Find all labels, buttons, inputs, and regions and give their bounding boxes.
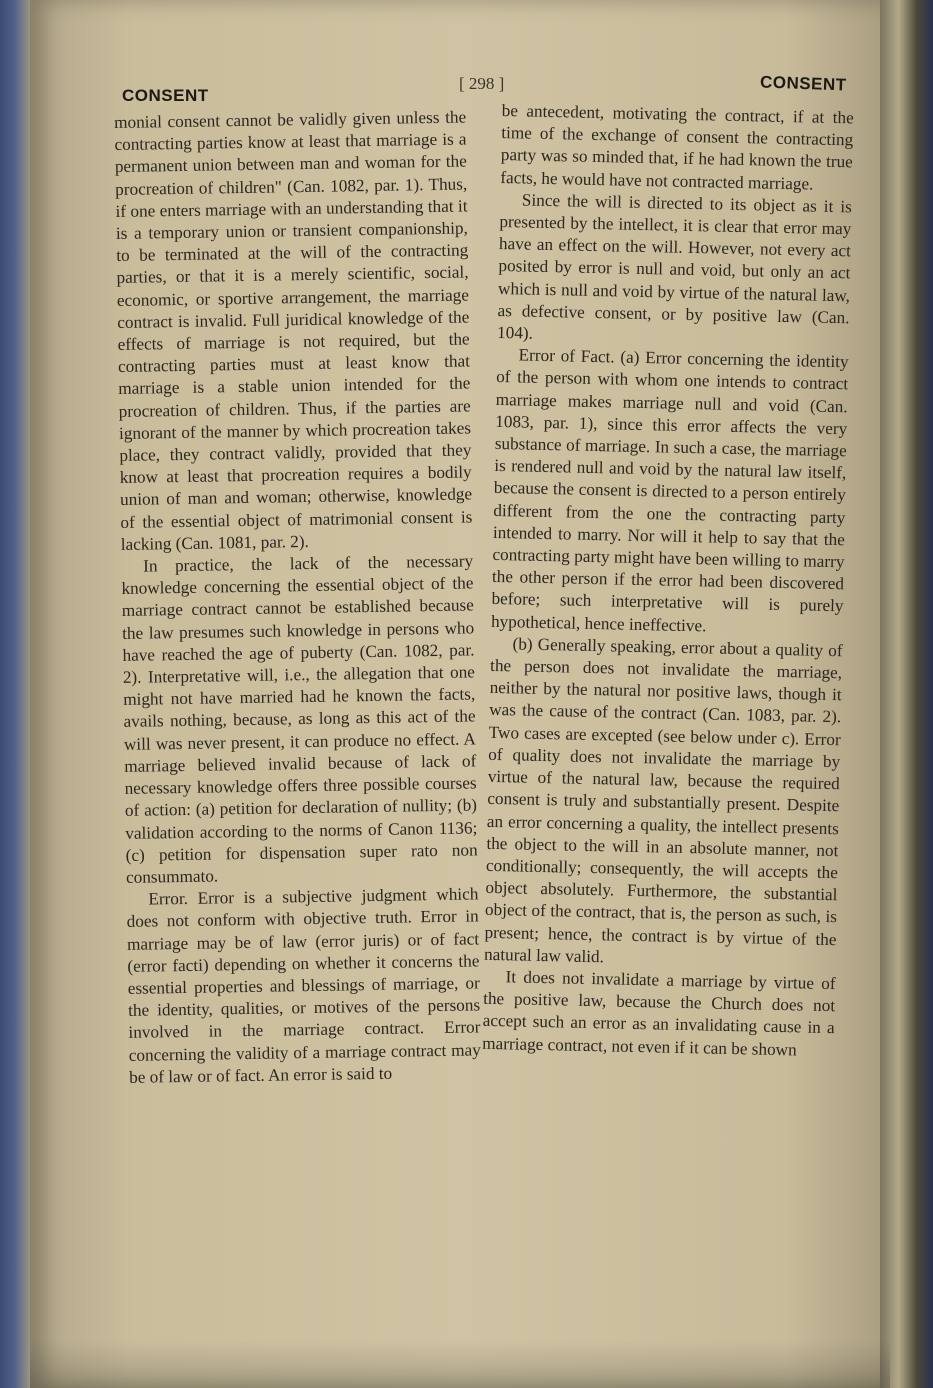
page-bottom-shadow xyxy=(30,1340,890,1388)
left-text-column xyxy=(114,106,481,1088)
paragraph: Error. Error is a subjective judgment which does not conform with objective truth. Error in marriage may be of law (error juris) or of fact (error facti) depending on whether it concerns the essential properties and blessings of marriage, or the identity, qualities, or motives of the persons involved in the marriage contract. Error concerning the validity of a marriage contract may be of law or of fact. An error is said to xyxy=(126,884,481,1087)
paragraph: monial consent cannot be validly given unless the contracting parties know at least that marriage is a permanent union between man and woman for the procreation of children" (Can. 1082, par. 1). Thus, if one enters marriage with an understanding that it is a temporary union or transient companionship, to be terminated at the will of the contracting parties, or that it is a merely scientific, social, economic, or sportive arrangement, the marriage contract is invalid. Full juridical knowledge of the effects of marriage is not required, but the contracting parties must at least know that marriage is a stable union intended for the procreation of children. Thus, if the parties are ignorant of the manner by which procreation takes place, they contract validly, provided that they know at least that procreation requires a bodily union of man and woman; otherwise, knowledge of the essential object of matrimonial consent is lacking (Can. 1081, par. 2). xyxy=(114,107,473,554)
running-head-right: CONSENT xyxy=(760,72,848,95)
paragraph: Since the will is directed to its object as it is presented by the intellect, it is clear that error may have an effect on the will. However, not every act posited by error is null and void, but only an act which is null and void by virtue of the natural law, as defective consent, or by positive law (Can. 104). xyxy=(496,190,853,343)
paragraph: It does not invalidate a marriage by virtue of the positive law, because the Church does not accept such an error as an invalidating cause in a marriage contract, not even if it can be shown xyxy=(482,967,836,1059)
page-number: [ 298 ] xyxy=(459,74,505,93)
right-text-column xyxy=(482,100,854,1062)
running-head-left: CONSENT xyxy=(122,86,209,105)
paragraph: In practice, the lack of the necessary knowledge concerning the essential object of the marriage contract cannot be established because the law presumes such knowledge in persons who have reached the age of puberty (Can. 1082, par. 2). Interpretative will, i.e., the allegation that one might not have married had he known the facts, avails nothing, because, as long as this act of the will was never present, it can produce no effect. A marriage believed invalid because of lack of necessary knowledge offers three possible courses of action: (a) petition for declaration of nullity; (b) validation according to the norms of Canon 1136; (c) petition for dispensation super rato non consummato. xyxy=(121,551,478,887)
paragraph: Error of Fact. (a) Error concerning the identity of the person with whom one intends to contract marriage makes marriage null and void (Can. 1083, par. 1), since this error affects the very substance of marriage. In such a case, the marriage is rendered null and void by the natural law itself, because the consent is directed to a person entirely different from the one the contracting party intended to marry. Nor will it help to say that the contracting party might have been willing to marry the other person if the error had been discovered before; such interpretative will is purely hypothetical, hence ineffective. xyxy=(490,345,849,636)
paragraph: (b) Generally speaking, error about a quality of the person does not invalidate the marriage, neither by the natural nor positive laws, though it was the cause of the contract (Can. 1083, par. 2). Two cases are excepted (see below under c). Error of quality does not invalidate the marriage by virtue of the natural law, because the required consent is truly and substantially present. Despite an error concerning a quality, the intellect presents the object to the will in an absolute manner, not conditionally; consequently, the will accepts the object absolutely. Furthermore, the substantial object of the contract, that is, the person as such, is present; hence, the contract is by virtue of the natural law valid. xyxy=(483,634,843,967)
paragraph: be antecedent, motivating the contract, if at the time of the exchange of consent the contracting party was so minded that, if he had known the true facts, he would have not contracted marriage. xyxy=(500,100,854,194)
facing-page-edge xyxy=(880,0,933,1388)
